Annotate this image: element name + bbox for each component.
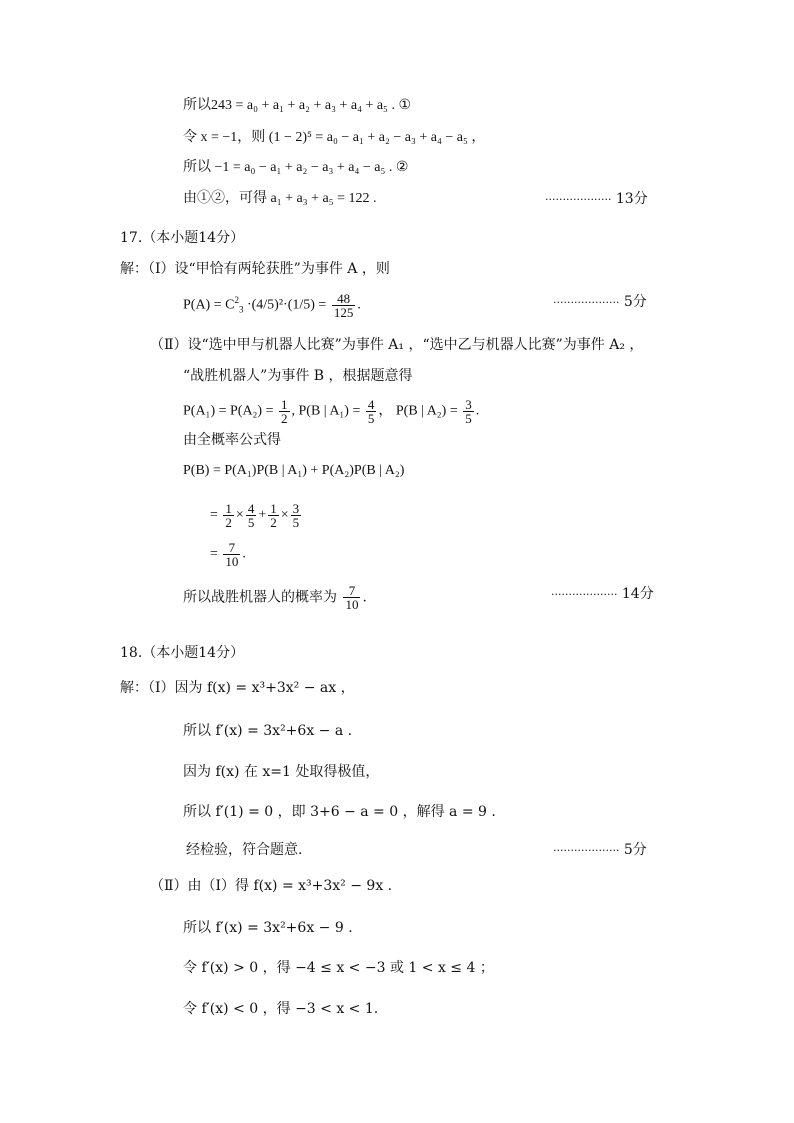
- period: .: [362, 589, 367, 606]
- score-label: 5分: [623, 294, 647, 310]
- fraction: [279, 398, 290, 425]
- text-line: 因为 f(x) 在 x=1 处取得极值，: [183, 764, 380, 780]
- formula-text: P(A) = C: [183, 297, 235, 313]
- formula-text: ·(4/5)²·(1/5) =: [246, 297, 327, 313]
- plus: +: [258, 507, 267, 523]
- score-5b: [553, 840, 647, 861]
- fraction: [223, 541, 240, 568]
- question-header: 18.（本小题14分）: [120, 645, 245, 661]
- fraction: [343, 584, 360, 611]
- numerator: 7: [223, 541, 240, 555]
- score-5: [553, 292, 647, 313]
- text-line: 所以 f′(x) = 3x²+6x − 9 .: [183, 920, 353, 936]
- text-line: 由全概率公式得: [183, 432, 281, 448]
- denominator: 10: [345, 597, 359, 612]
- fraction: [366, 398, 377, 425]
- text-line: （Ⅱ）设“选中甲与机器人比赛”为事件 A₁ ，“选中乙与机器人比赛”为事件 A₂ ，: [150, 337, 644, 353]
- times: ×: [280, 507, 289, 523]
- score-label: 5分: [623, 842, 647, 858]
- denominator: 2: [270, 515, 277, 530]
- formula-text: ， P(B | A₂) =: [378, 403, 458, 419]
- fraction: [246, 502, 257, 529]
- text-line: （Ⅱ）由（Ⅰ）得 f(x) = x³+3x² − 9x .: [150, 878, 393, 894]
- fraction: [223, 502, 234, 529]
- denominator: 5: [247, 515, 255, 530]
- conclusion-text: 所以战胜机器人的概率为: [183, 589, 337, 606]
- formula-line: [183, 290, 361, 319]
- denominator: 125: [333, 304, 354, 320]
- text-line: 令 f′(x) > 0 ，得 −4 ≤ x < −3 或 1 < x ≤ 4 ；: [183, 960, 494, 976]
- numerator: 7: [343, 584, 360, 598]
- numerator: 1: [270, 501, 277, 516]
- period: .: [242, 546, 246, 562]
- denominator: 2: [281, 411, 288, 426]
- fraction: [291, 502, 302, 529]
- dot-leader: ···················: [551, 588, 618, 601]
- numerator: 4: [247, 501, 255, 516]
- denominator: 5: [367, 411, 375, 426]
- text-line: 解：（Ⅰ）因为 f(x) = x³+3x² − ax ，: [120, 680, 355, 696]
- fraction: [332, 292, 356, 319]
- formula-text: P(A₁) = P(A₂) =: [183, 403, 274, 419]
- subscript: 3: [238, 304, 244, 315]
- text-line: 令 x = −1，则 (1 − 2)⁵ = a₀ − a₁ + a₂ − a₃ + a₄ − a₅ ，: [183, 130, 486, 145]
- score-13: [545, 189, 648, 210]
- equals: =: [210, 546, 218, 562]
- dot-leader: ···················: [553, 844, 620, 857]
- superscript: 2: [234, 295, 239, 305]
- score-label: 14分: [621, 586, 654, 602]
- text-line: “战胜机器人”为事件 B ，根据题意得: [183, 368, 413, 384]
- text-line: 所以 −1 = a₀ − a₁ + a₂ − a₃ + a₄ − a₅ . ②: [183, 160, 409, 175]
- formula-line: [183, 584, 367, 611]
- denominator: 2: [225, 515, 232, 530]
- numerator: 3: [465, 397, 472, 412]
- denominator: 10: [225, 554, 239, 569]
- formula-line: [210, 502, 303, 529]
- text-line: 解：（Ⅰ）设“甲恰有两轮获胜”为事件 A ，则: [120, 261, 390, 277]
- period: .: [357, 297, 361, 313]
- fraction: [268, 502, 279, 529]
- dot-leader: ···················: [553, 296, 620, 309]
- formula-line: [210, 541, 246, 568]
- formula-line: [183, 398, 479, 425]
- score-14: [551, 584, 654, 605]
- text-line: 令 f′(x) < 0 ，得 −3 < x < 1.: [183, 1001, 379, 1017]
- equals: =: [210, 507, 218, 523]
- period: .: [475, 403, 480, 419]
- question-header: 17.（本小题14分）: [120, 230, 245, 246]
- denominator: 5: [465, 411, 472, 426]
- numerator: 4: [367, 397, 375, 412]
- times: ×: [235, 507, 244, 523]
- fraction: [463, 398, 474, 425]
- numerator: 48: [332, 292, 356, 306]
- dot-leader: ···················: [545, 193, 612, 206]
- formula-text: , P(B | A₁) =: [291, 403, 361, 419]
- numerator: 3: [292, 501, 300, 516]
- text-line: 所以243 = a₀ + a₁ + a₂ + a₃ + a₄ + a₅ . ①: [183, 98, 411, 113]
- numerator: 1: [225, 501, 232, 516]
- formula-line: P(B) = P(A₁)P(B | A₁) + P(A₂)P(B | A₂): [183, 463, 405, 478]
- text-line: 经检验，符合题意.: [186, 842, 303, 858]
- text-line: 由①②，可得 a₁ + a₃ + a₅ = 122 .: [183, 191, 377, 206]
- score-label: 13分: [615, 191, 648, 207]
- text-line: 所以 f′(x) = 3x²+6x − a .: [183, 723, 353, 739]
- denominator: 5: [292, 515, 300, 530]
- numerator: 1: [281, 397, 288, 412]
- text-line: 所以 f′(1) = 0 ，即 3+6 − a = 0 ，解得 a = 9 .: [183, 804, 496, 820]
